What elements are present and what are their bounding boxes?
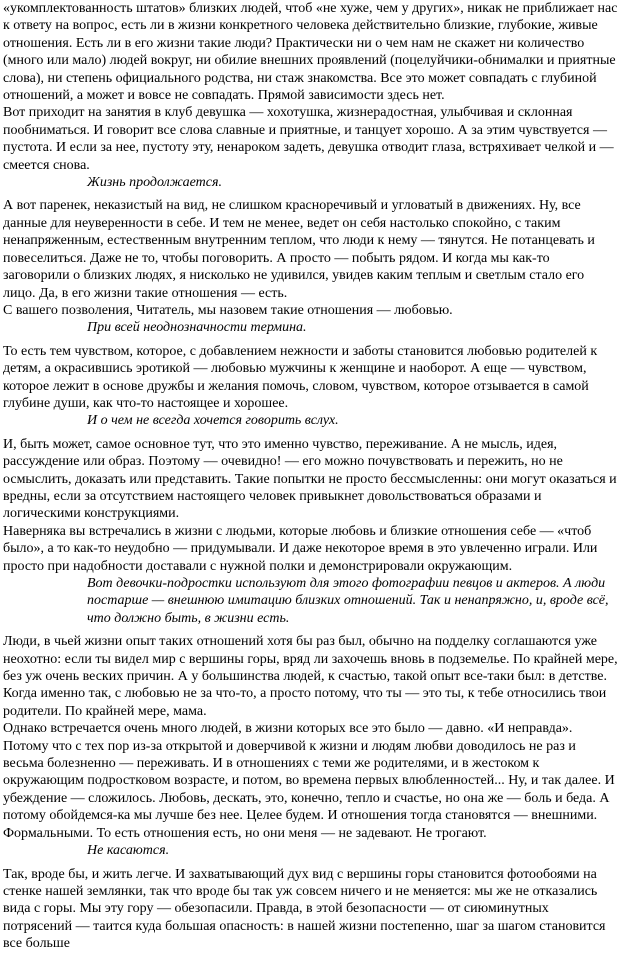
italic-aside-2: При всей неоднозначности термина. — [87, 320, 307, 336]
italic-aside-3: И о чем не всегда хочется говорить вслух. — [87, 413, 339, 429]
paragraph-1: «укомплектованность штатов» близких людей, чтоб «не хуже, чем у других», никак не приближает нас к ответу на вопрос, есть ли в жизни конкретного человека действительно близкие, глубокие, живые отношения. Есть ли в его жизни такие люди? Практически ни о чем нам не скажет ни количество (много или мало) людей вокруг, ни обилие внешних проявлений (поцелуйчики-обнималки и приятные слова), ни степень официального родства, ни стаж знакомства. Все это может совпадать с глубиной отношений, а может и вовсе не совпадать. Прямой зависимости здесь нет. — [3, 1, 618, 104]
italic-aside-1: Жизнь продолжается. — [87, 175, 222, 191]
paragraph-9: Однако встречается очень много людей, в жизни которых все это было — давно. «И неправда». Потому что с тех пор из-за открытой и доверчивой к жизни и людям любви доводилось не раз и весьма болезненно — переживать. И в отношениях с теми же родителями, и в жестоком к окружающим подростковом возрасте, и потом, во времена первых влюбленностей... Ну, и так далее. И убеждение — сложилось. Любовь, дескать, это, конечно, тепло и счастье, но она же — боль и беда. А потому обойдемся-ка мы лучше без нее. Целее будем. И отношения тогда становятся — внешними. Формальными. То есть отношения есть, но они меня — не задевают. Не трогают. — [3, 721, 615, 841]
paragraph-8: Люди, в чьей жизни опыт таких отношений хотя бы раз был, обычно на подделку соглашаются уже неохотно: если ты видел мир с вершины горы, вряд ли захочешь вновь в подземелье. По крайней мере, без уж очень веских причин. А у большинства людей, к счастью, такой опыт все-таки был: в детстве. Когда именно так, с любовью не за что-то, а просто потому, что ты — это ты, к тебе относились твои родители. По крайней мере, мама. — [3, 634, 618, 719]
italic-aside-5: Не касаются. — [87, 843, 170, 859]
italic-aside-4: Вот девочки-подростки используют для этого фотографии певцов и актеров. А люди постарше — внешнюю имитацию близких отношений. Так и ненапряжно, и, вроде всё, что должно быть, в жизни есть. — [87, 576, 609, 626]
paragraph-2: Вот приходит на занятия в клуб девушка — хохотушка, жизнерадостная, улыбчивая и склонная пообниматься. И говорит все слова славные и приятные, и танцует хорошо. А за этим чувствуется — пустота. И если за нее, пустоту эту, ненароком задеть, девушка отводит глаза, встряхивает челкой и — смеется снова. — [3, 105, 614, 173]
paragraph-6: И, быть может, самое основное тут, что это именно чувство, переживание. А не мысль, идея, рассуждение или образ. Поэтому — очевидно! — его можно почувствовать и пережить, но не осмыслить, доказать или представить. Такие попытки не просто бессмысленны: они могут оказаться и вредны, если за отсутствием настоящего человек привыкнет довольствоваться образами и логическими конструкциями. — [3, 436, 617, 522]
paragraph-7: Наверняка вы встречались в жизни с людьми, которые любовь и близкие отношения себе — «чтоб было», а то как-то неудобно — придумывали. И даже некоторое время в это увлеченно играли. Или просто при надобности доставали с нужной полки и демонстрировали окружающим. — [3, 523, 598, 574]
paragraph-3: А вот паренек, неказистый на вид, не слишком красноречивый и угловатый в движениях. Ну, все данные для неуверенности в себе. И тем не менее, ведет он себя настолько спокойно, с таким ненапряженным, естественным внутренним теплом, что люди к нему — тянутся. Не потанцевать и повеселиться. Даже не то, чтобы поговорить. А просто — побыть рядом. И когда мы как-то заговорили о близких людях, я нисколько не удивился, увидев каким теплым и светлым стало его лицо. Да, в его жизни такие отношения — есть. — [3, 198, 595, 301]
paragraph-5: То есть тем чувством, которое, с добавлением нежности и заботы становится любовью родителей к детям, а окрасившись эротикой — любовью мужчины к женщине и наоборот. А еще — чувством, которое лежит в основе дружбы и желания помочь, словом, чувством, которое отзывается в самой глубине души, как что-то настоящее и хорошее. — [3, 343, 598, 411]
paragraph-4: С вашего позволения, Читатель, мы назовем такие отношения — любовью. — [3, 302, 453, 318]
paragraph-10: Так, вроде бы, и жить легче. И захватывающий дух вид с вершины горы становится фотообоями на стенке нашей землянки, так что вроде бы так уж совсем ничего и не меняется: мы же не отказались вида с горы. Мы эту гору — обезопасили. Правда, в этой безопасности — от сиюминутных потрясений — таится куда большая опасность: в нашей жизни постепенно, шаг за шагом становится все больше — [3, 866, 606, 952]
